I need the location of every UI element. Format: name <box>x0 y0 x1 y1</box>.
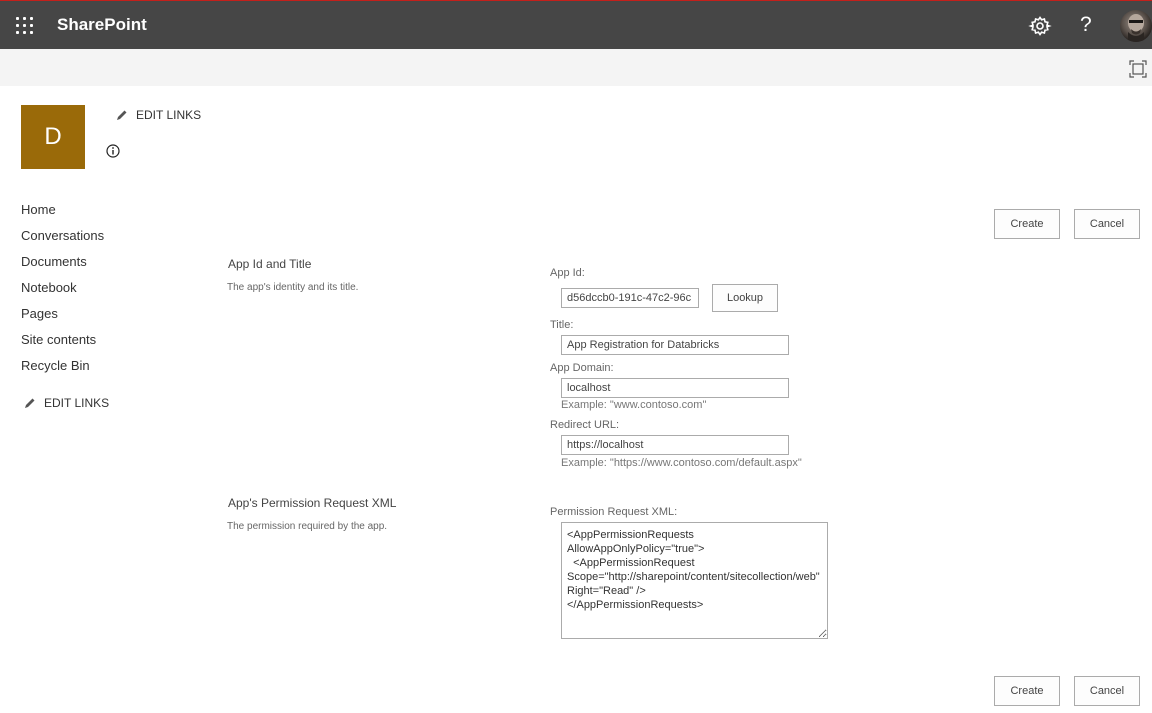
sharepoint-brand-link[interactable]: SharePoint <box>57 15 147 34</box>
pencil-icon <box>116 109 128 121</box>
command-bar <box>0 49 1152 86</box>
edit-links-label: EDIT LINKS <box>136 108 202 122</box>
create-button-top[interactable]: Create <box>994 209 1060 239</box>
redirect-url-input[interactable] <box>561 435 789 455</box>
permission-xml-label: Permission Request XML: <box>550 506 678 518</box>
title-label: Title: <box>550 319 574 331</box>
section-app-id-description: The app's identity and its title. <box>227 282 359 293</box>
nav-item-pages[interactable]: Pages <box>21 306 58 321</box>
app-domain-example: Example: "www.contoso.com" <box>561 399 707 411</box>
permission-xml-textarea[interactable] <box>561 522 828 639</box>
edit-links-nav[interactable] <box>24 396 109 410</box>
focus-mode-icon[interactable] <box>1129 60 1147 78</box>
section-permission-description: The permission required by the app. <box>227 521 388 532</box>
nav-item-home[interactable]: Home <box>21 202 56 217</box>
help-icon[interactable]: ? <box>1080 13 1092 36</box>
gear-icon[interactable] <box>1027 13 1053 39</box>
section-app-id-title: App Id and Title <box>228 257 312 271</box>
site-logo[interactable]: D <box>21 105 85 169</box>
nav-item-notebook[interactable]: Notebook <box>21 280 77 295</box>
pencil-icon <box>24 397 36 409</box>
redirect-url-label: Redirect URL: <box>550 419 620 431</box>
edit-links-nav-label: EDIT LINKS <box>44 396 110 410</box>
edit-links-top[interactable] <box>116 108 201 122</box>
cancel-button-bottom[interactable]: Cancel <box>1074 676 1140 706</box>
cancel-button-top[interactable]: Cancel <box>1074 209 1140 239</box>
create-button-bottom[interactable]: Create <box>994 676 1060 706</box>
section-permission-title: App's Permission Request XML <box>228 496 397 510</box>
nav-item-recycle-bin[interactable]: Recycle Bin <box>21 358 90 373</box>
app-domain-input[interactable] <box>561 378 789 398</box>
suite-bar <box>0 0 1152 49</box>
app-id-label: App Id: <box>550 267 585 279</box>
nav-item-documents[interactable]: Documents <box>21 254 87 269</box>
user-avatar[interactable] <box>1120 10 1152 42</box>
info-icon[interactable] <box>106 144 120 158</box>
nav-item-site-contents[interactable]: Site contents <box>21 332 97 347</box>
app-id-input[interactable] <box>561 288 699 308</box>
nav-item-conversations[interactable]: Conversations <box>21 228 105 243</box>
app-domain-label: App Domain: <box>550 362 614 374</box>
lookup-button[interactable]: Lookup <box>712 284 778 312</box>
app-launcher-icon[interactable] <box>13 14 37 38</box>
title-input[interactable] <box>561 335 789 355</box>
redirect-url-example: Example: "https://www.contoso.com/default.aspx" <box>561 457 802 469</box>
